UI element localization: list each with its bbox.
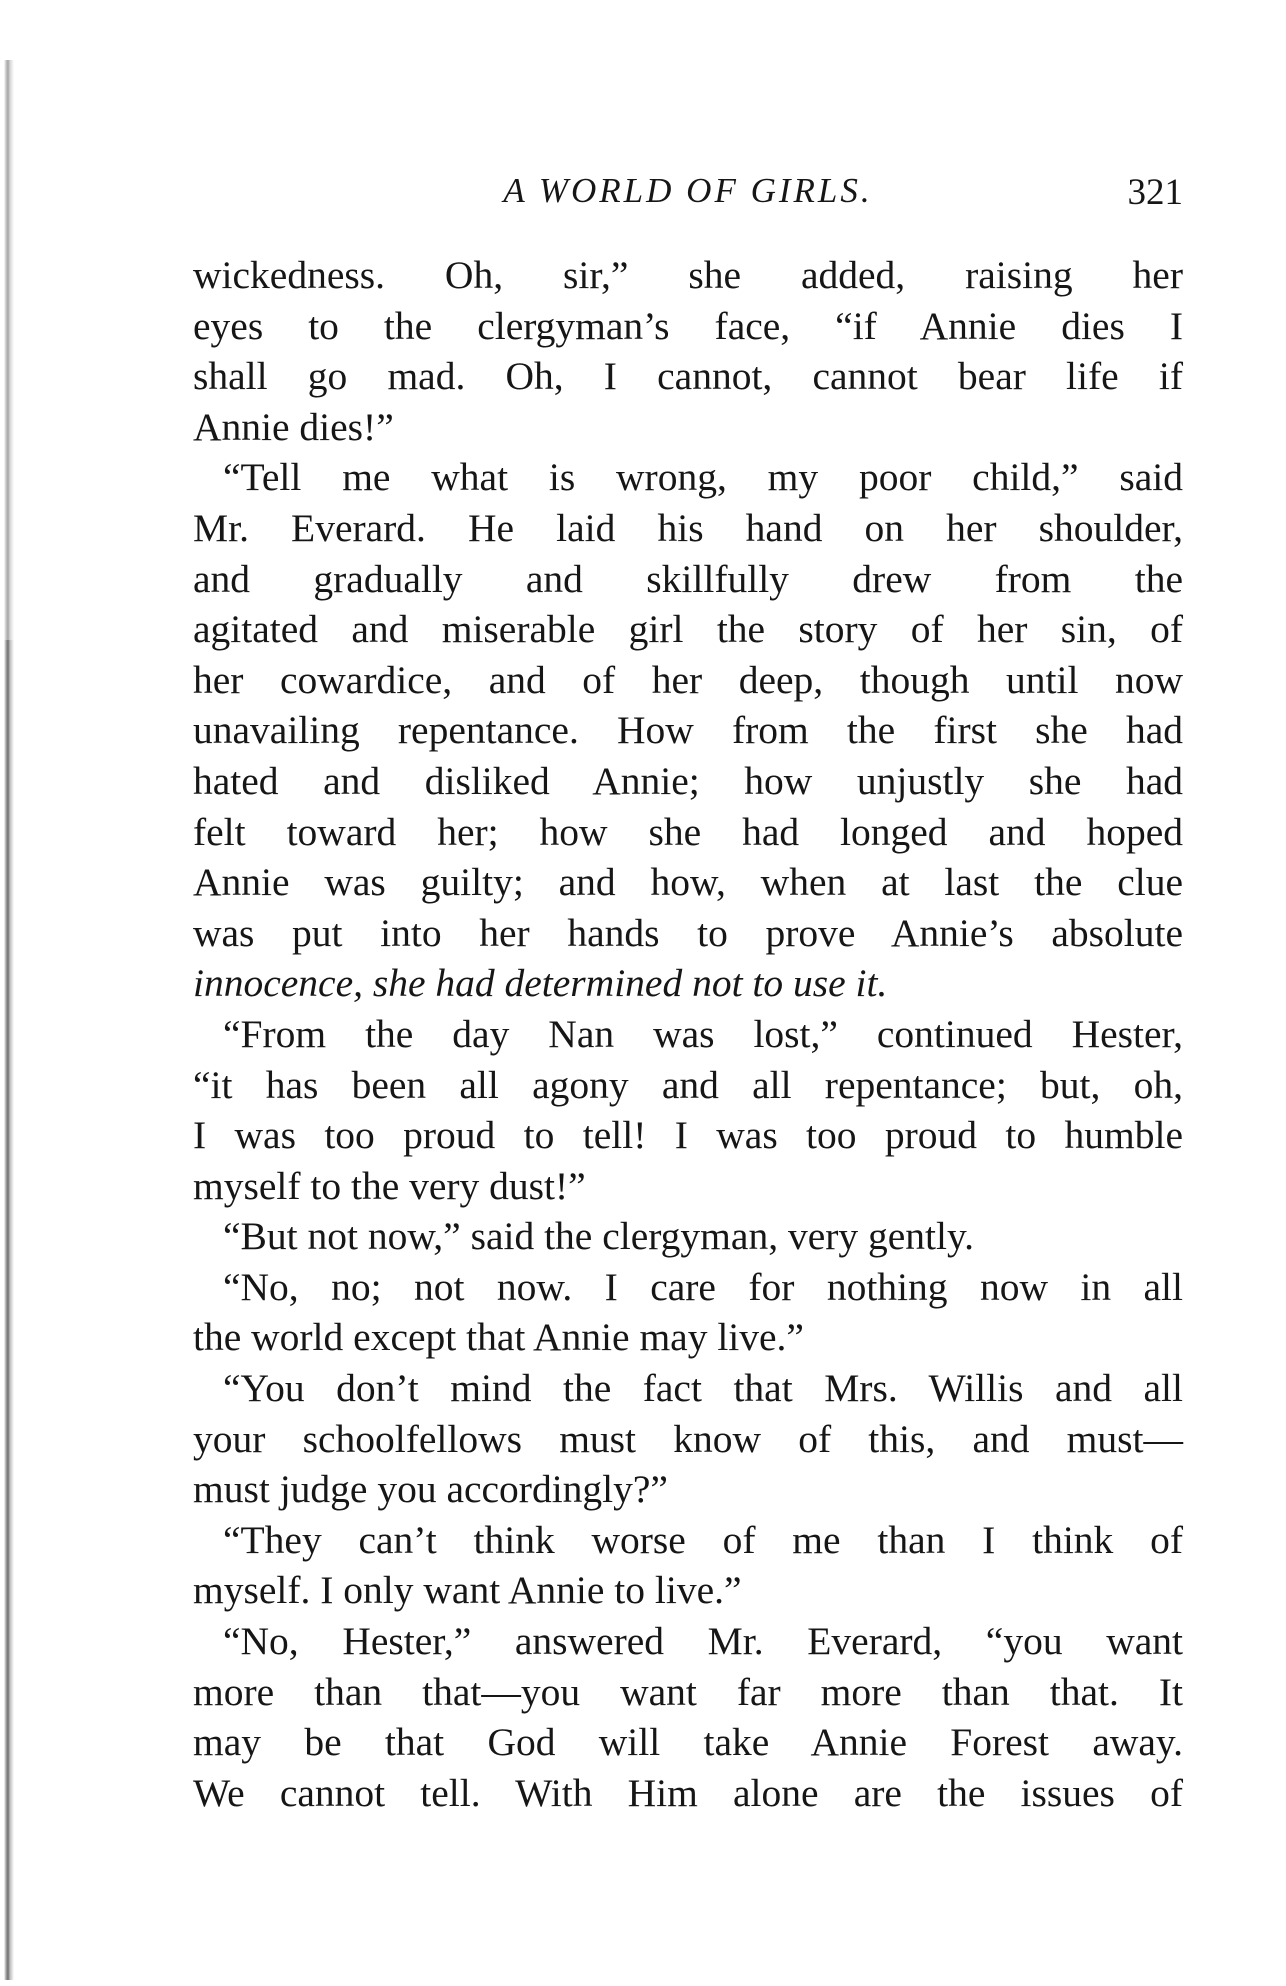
text-line: “No, no; not now. I care for nothing now in all [223, 1264, 1183, 1309]
running-head [193, 163, 1183, 223]
text-line: Annie dies!” [193, 404, 394, 449]
text-line: your schoolfellows must know of this, and must— [193, 1416, 1183, 1461]
text-line: “it has been all agony and all repentance; but, oh, [193, 1062, 1183, 1107]
running-title: A WORLD OF GIRLS. [503, 171, 873, 210]
paragraph-3 [193, 1009, 1183, 1211]
text-line: agitated and miserable girl the story of her sin, of [193, 607, 1183, 652]
text-line: “From the day Nan was lost,” continued Hester, [223, 1011, 1183, 1056]
text-line: “They can’t think worse of me than I think of [223, 1517, 1183, 1562]
paragraph-5 [193, 1262, 1183, 1363]
text-line: wickedness. Oh, sir,” she added, raising her [193, 253, 1183, 297]
text-line: We cannot tell. With Him alone are the issues of [193, 1770, 1183, 1815]
page-binding-shadow [0, 640, 16, 1980]
text-line: unavailing repentance. How from the first she had [193, 708, 1183, 753]
text-line: “No, Hester,” answered Mr. Everard, “you want [223, 1619, 1183, 1664]
text-line: I was too proud to tell! I was too proud to humble [193, 1113, 1183, 1158]
text-line: “But not now,” said the clergyman, very gently. [223, 1214, 975, 1259]
paragraph-4 [193, 1211, 1183, 1262]
text-line: myself to the very dust!” [193, 1163, 586, 1208]
text-line: her cowardice, and of her deep, though until now [193, 657, 1183, 702]
text-line: hated and disliked Annie; how unjustly she had [193, 758, 1183, 803]
paragraph-7 [193, 1515, 1183, 1616]
book-page [193, 163, 1183, 1818]
text-line: more than that—you want far more than that. It [193, 1669, 1183, 1714]
text-line: eyes to the clergyman’s face, “if Annie dies I [193, 303, 1183, 348]
text-line: “Tell me what is wrong, my poor child,” said [223, 455, 1183, 500]
text-line: Mr. Everard. He laid his hand on her shoulder, [193, 505, 1183, 550]
paragraph-6 [193, 1363, 1183, 1515]
text-line: felt toward her; how she had longed and hoped [193, 809, 1183, 854]
page-number: 321 [1127, 172, 1183, 213]
text-line: must judge you accordingly?” [193, 1467, 668, 1512]
text-line: and gradually and skillfully drew from the [193, 556, 1183, 601]
text-line: the world except that Annie may live.” [193, 1315, 804, 1360]
text-line: innocence, she had determined not to use it. [193, 961, 888, 1006]
text-line: was put into her hands to prove Annie’s absolute [193, 910, 1183, 955]
text-line: shall go mad. Oh, I cannot, cannot bear life if [193, 354, 1183, 399]
paragraph-2 [193, 452, 1183, 1009]
paragraph-1 [193, 250, 1183, 452]
paragraph-8 [193, 1616, 1183, 1818]
text-line: myself. I only want Annie to live.” [193, 1568, 742, 1613]
body-text [193, 250, 1183, 1818]
text-line: Annie was guilty; and how, when at last the clue [193, 860, 1183, 905]
text-line: “You don’t mind the fact that Mrs. Willis and all [223, 1366, 1183, 1411]
text-line: may be that God will take Annie Forest away. [193, 1720, 1183, 1765]
